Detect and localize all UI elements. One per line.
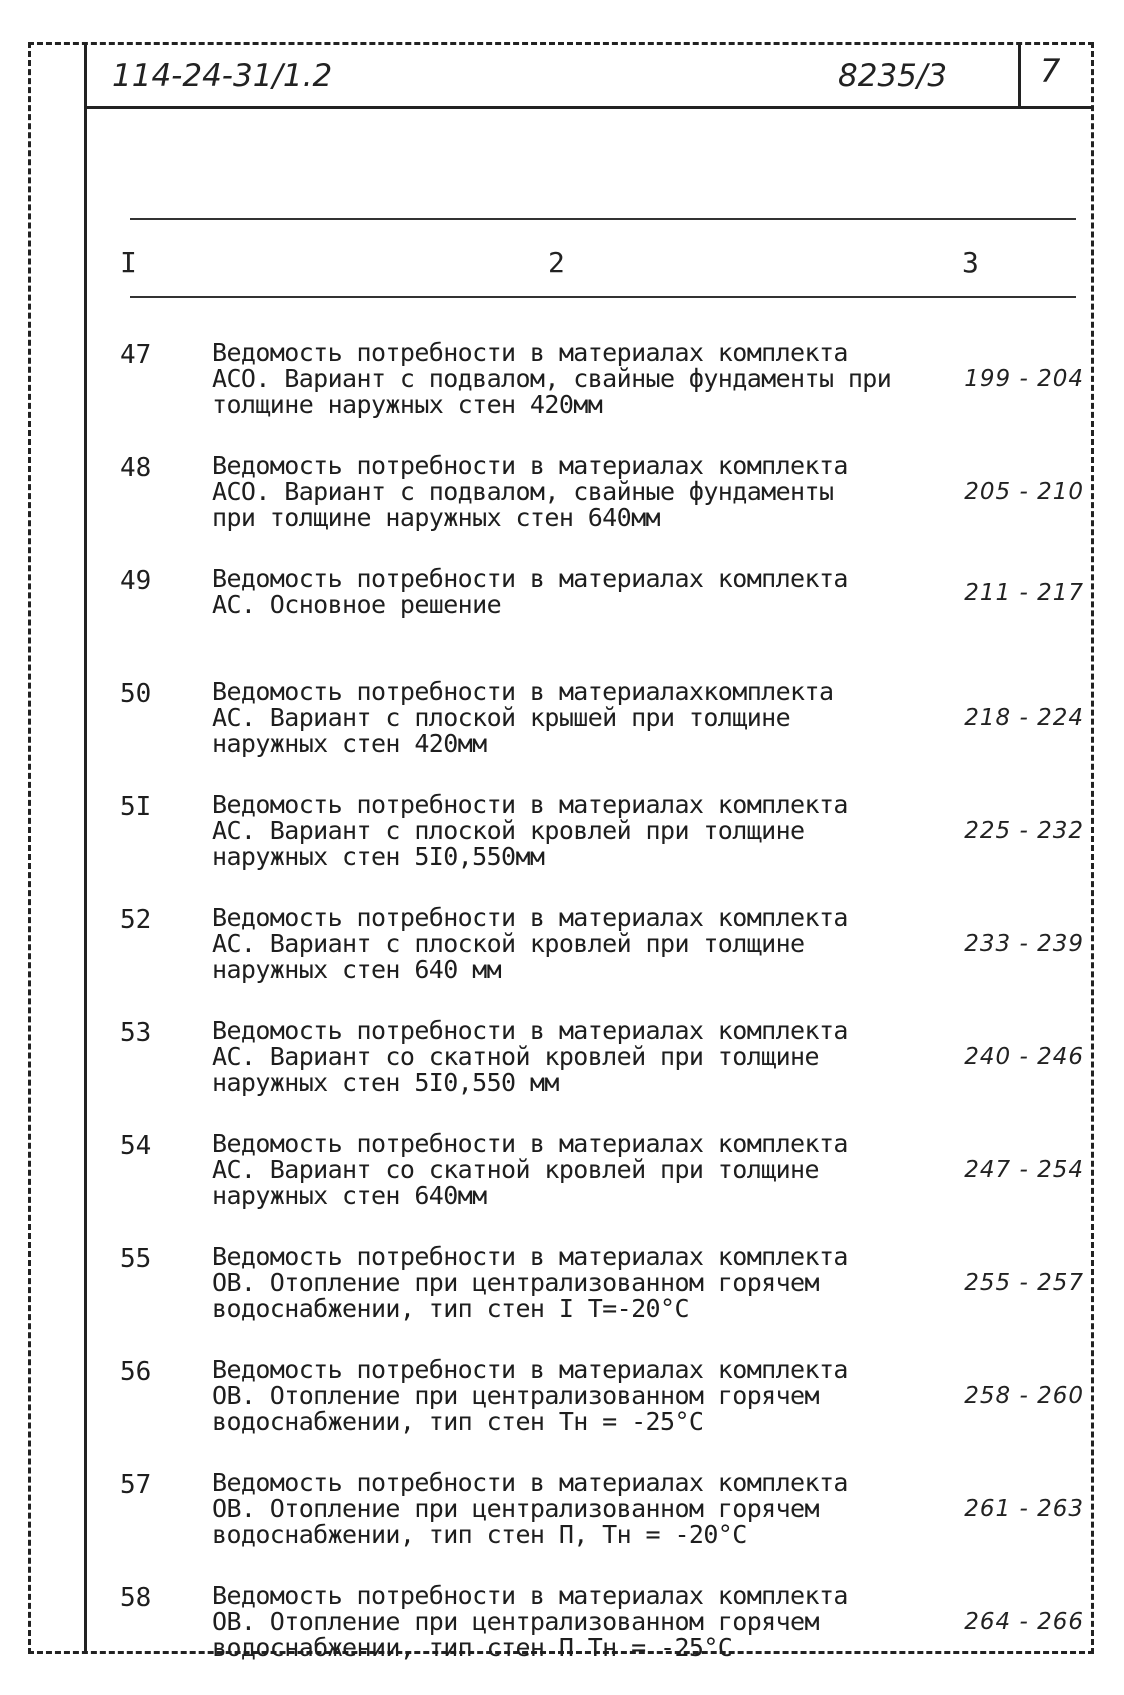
table-row	[0, 1018, 1124, 1118]
column-header-1: I	[120, 246, 137, 279]
description-line: наружных стен 640 мм	[212, 955, 502, 984]
row-number: 48	[120, 453, 152, 483]
row-pages: 205 - 210	[964, 479, 1084, 505]
row-pages: 264 - 266	[964, 1609, 1084, 1635]
table-row	[0, 679, 1124, 779]
table-header-rule	[130, 296, 1076, 298]
description-line: АС. Вариант с плоской кровлей при толщине	[212, 816, 805, 845]
description-line: Ведомость потребности в материалах комплекта	[212, 1581, 848, 1610]
description-line: Ведомость потребности в материалах комплекта	[212, 1016, 848, 1045]
description-line: АС. Вариант с плоской кровлей при толщине	[212, 929, 805, 958]
description-line: ОВ. Отопление при централизованном горячем	[212, 1381, 819, 1410]
description-line: АС. Вариант со скатной кровлей при толщине	[212, 1042, 819, 1071]
column-header-3: 3	[962, 246, 979, 279]
row-description	[212, 905, 952, 983]
table-row	[0, 792, 1124, 892]
row-pages: 258 - 260	[964, 1383, 1084, 1409]
description-line: наружных стен 5I0,550мм	[212, 842, 545, 871]
row-pages: 261 - 263	[964, 1496, 1084, 1522]
row-pages: 211 - 217	[964, 580, 1084, 606]
table-row	[0, 566, 1124, 666]
row-description	[212, 1357, 952, 1435]
description-line: наружных стен 640мм	[212, 1181, 487, 1210]
row-description	[212, 340, 952, 418]
description-line: АС. Основное решение	[212, 590, 502, 619]
row-description	[212, 1470, 952, 1548]
description-line: Ведомость потребности в материалах комплекта	[212, 790, 848, 819]
row-number: 50	[120, 679, 152, 709]
row-description	[212, 1131, 952, 1209]
row-number: 56	[120, 1357, 152, 1387]
description-line: Ведомость потребности в материалах комплекта	[212, 451, 848, 480]
row-number: 5I	[120, 792, 152, 822]
description-line: водоснабжении, тип стен I T=-20°C	[212, 1294, 689, 1323]
description-line: толщине наружных стен 420мм	[212, 390, 603, 419]
row-number: 54	[120, 1131, 152, 1161]
description-line: Ведомость потребности в материалах комплекта	[212, 903, 848, 932]
description-line: при толщине наружных стен 640мм	[212, 503, 660, 532]
row-description	[212, 1244, 952, 1322]
row-pages: 199 - 204	[964, 366, 1084, 392]
table-row	[0, 1357, 1124, 1457]
description-line: водоснабжении, тип стен П Tн = -25°C	[212, 1633, 733, 1662]
inventory-number: 8235/3	[838, 58, 948, 94]
description-line: ОВ. Отопление при централизованном горячем	[212, 1268, 819, 1297]
description-line: АСО. Вариант с подвалом, свайные фундаменты	[212, 477, 834, 506]
table-row	[0, 453, 1124, 553]
row-number: 57	[120, 1470, 152, 1500]
row-description	[212, 566, 952, 618]
table-row	[0, 905, 1124, 1005]
row-pages: 247 - 254	[964, 1157, 1084, 1183]
table-row	[0, 340, 1124, 440]
header-divider	[84, 106, 1094, 109]
table-top-rule	[130, 218, 1076, 220]
row-description	[212, 792, 952, 870]
row-description	[212, 1018, 952, 1096]
row-number: 52	[120, 905, 152, 935]
description-line: Ведомость потребности в материалах комплекта	[212, 564, 848, 593]
table-row	[0, 1244, 1124, 1344]
description-line: Ведомость потребности в материалах комплекта	[212, 1355, 848, 1384]
row-number: 47	[120, 340, 152, 370]
row-pages: 225 - 232	[964, 818, 1084, 844]
row-pages: 240 - 246	[964, 1044, 1084, 1070]
row-number: 53	[120, 1018, 152, 1048]
row-description	[212, 679, 952, 757]
description-line: водоснабжении, тип стен Tн = -25°C	[212, 1407, 704, 1436]
description-line: наружных стен 420мм	[212, 729, 487, 758]
description-line: водоснабжении, тип стен П, Tн = -20°C	[212, 1520, 747, 1549]
description-line: Ведомость потребности в материалах комплекта	[212, 1242, 848, 1271]
column-header-2: 2	[548, 246, 565, 279]
table-row	[0, 1470, 1124, 1570]
row-description	[212, 1583, 952, 1661]
row-pages: 218 - 224	[964, 705, 1084, 731]
sheet-number: 7	[1040, 52, 1061, 90]
description-line: Ведомость потребности в материалах комплекта	[212, 1129, 848, 1158]
table-row	[0, 1131, 1124, 1231]
description-line: ОВ. Отопление при централизованном горячем	[212, 1607, 819, 1636]
description-line: Ведомость потребности в материалах комплекта	[212, 338, 848, 367]
row-number: 49	[120, 566, 152, 596]
description-line: АС. Вариант со скатной кровлей при толщине	[212, 1155, 819, 1184]
description-line: АС. Вариант с плоской крышей при толщине	[212, 703, 791, 732]
sheet-number-separator	[1018, 44, 1021, 106]
row-number: 58	[120, 1583, 152, 1613]
description-line: Ведомость потребности в материалах комплекта	[212, 1468, 848, 1497]
row-pages: 233 - 239	[964, 931, 1084, 957]
description-line: АСО. Вариант с подвалом, свайные фундаменты при	[212, 364, 892, 393]
description-line: наружных стен 5I0,550 мм	[212, 1068, 559, 1097]
row-description	[212, 453, 952, 531]
row-number: 55	[120, 1244, 152, 1274]
document-code: 114-24-31/1.2	[112, 58, 333, 94]
description-line: Ведомость потребности в материалахкомплекта	[212, 677, 834, 706]
table-row	[0, 1583, 1124, 1683]
description-line: ОВ. Отопление при централизованном горячем	[212, 1494, 819, 1523]
row-pages: 255 - 257	[964, 1270, 1084, 1296]
